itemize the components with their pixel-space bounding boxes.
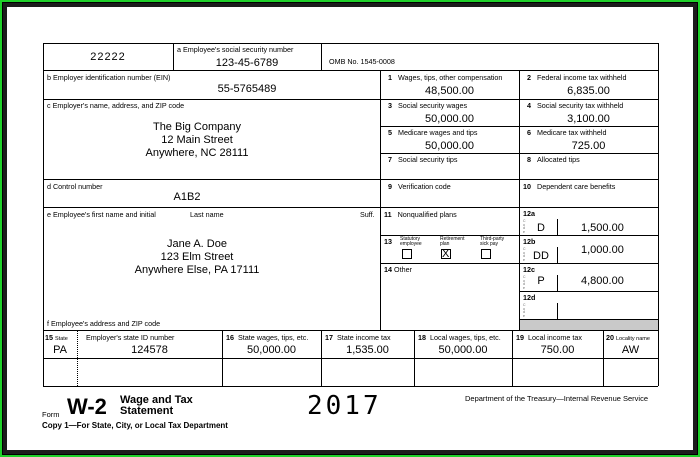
box-10-label [523, 183, 615, 191]
box-e-suff-label: Suff. [360, 210, 375, 219]
code-side-12a: C o d e [523, 219, 526, 234]
wages-value: 48,500.00 [425, 85, 474, 97]
box-16-text: State wages, tips, etc. [238, 333, 309, 342]
third-party-checkbox[interactable] [481, 249, 491, 259]
local-tax-value: 750.00 [540, 344, 575, 356]
box-17-text: State income tax [337, 333, 391, 342]
rule [557, 303, 558, 319]
rule [43, 70, 658, 71]
locality-value: AW [621, 344, 640, 356]
statutory-employee-checkbox[interactable] [402, 249, 412, 259]
box-14-number: 14 [384, 265, 392, 274]
rule [321, 43, 322, 70]
employee-ssn: 123-45-6789 [215, 57, 279, 69]
box-12b-label: 12b [523, 237, 536, 246]
box-12a-label: 12a [523, 209, 535, 218]
box-3-text: Social security wages [398, 101, 468, 110]
local-wages-value: 50,000.00 [438, 344, 488, 356]
box-18-text: Local wages, tips, etc. [430, 333, 501, 342]
rule [519, 235, 658, 236]
rule [43, 99, 380, 100]
rule [519, 291, 658, 292]
box-15-number: 15 [45, 333, 53, 342]
ss-tax-value: 3,100.00 [567, 113, 610, 125]
box-4-label [527, 102, 623, 110]
box-19-text: Local income tax [528, 333, 582, 342]
rule [43, 386, 658, 387]
code-side-12b: C o d e [523, 247, 526, 262]
department-text: Department of the Treasury—Internal Revenue Service [465, 394, 649, 403]
box-20-text: Locality name [616, 336, 650, 342]
state-value: PA [53, 344, 67, 356]
box-9-label [388, 183, 451, 191]
statutory-employee-label: Statutory employee [400, 236, 422, 247]
rule [380, 179, 658, 180]
rule [380, 207, 658, 208]
rule [43, 43, 658, 44]
box-3-number: 3 [388, 101, 392, 110]
employee-street: 123 Elm Street [160, 251, 234, 263]
ss-wages-value: 50,000.00 [425, 113, 474, 125]
box-15-text: State [55, 336, 68, 342]
rule [43, 330, 44, 386]
box-1-label [388, 74, 502, 82]
third-party-label: Third-party sick pay [480, 236, 505, 247]
rule [557, 247, 558, 263]
box-14-label [384, 266, 412, 274]
box-4-text: Social security tax withheld [537, 101, 624, 110]
box-7-text: Social security tips [398, 155, 458, 164]
box-12d-label: 12d [523, 293, 536, 302]
rule [380, 70, 381, 330]
box-12a-amount: 1,500.00 [581, 222, 624, 234]
box-8-number: 8 [527, 155, 531, 164]
rule [43, 179, 380, 180]
box-2-number: 2 [527, 73, 531, 82]
box-12c-code: P [537, 275, 545, 287]
copy-text: Copy 1—For State, City, or Local Tax Department [42, 421, 228, 430]
state-id-value: 124578 [131, 344, 168, 356]
box-10-number: 10 [523, 182, 531, 191]
box-16-label [226, 334, 308, 342]
box-5-label [388, 129, 478, 137]
rule [222, 330, 223, 386]
box-2-text: Federal income tax withheld [537, 73, 627, 82]
rule [43, 330, 658, 331]
medicare-tax-value: 725.00 [571, 140, 606, 152]
box-b-label: b Employer identification number (EIN) [47, 73, 171, 82]
box-e-last-label: Last name [190, 210, 224, 219]
box-d-label: d Control number [47, 182, 103, 191]
box-12b-amount: 1,000.00 [581, 244, 624, 256]
w2-form-page [7, 7, 693, 450]
box-a-label: a Employee's social security number [177, 45, 294, 54]
box-e-label: e Employee's first name and initial [47, 210, 156, 219]
box-15-label [45, 334, 68, 343]
rule [321, 330, 322, 386]
control-number: A1B2 [173, 191, 201, 203]
shaded-area [520, 320, 658, 330]
medicare-wages-value: 50,000.00 [425, 140, 474, 152]
rule [43, 207, 380, 208]
box-5-text: Medicare wages and tips [398, 128, 478, 137]
federal-tax-value: 6,835.00 [567, 85, 610, 97]
box-12b-code: DD [533, 250, 549, 262]
state-tax-value: 1,535.00 [346, 344, 389, 356]
box-14-text: Other [394, 265, 412, 274]
box-12a-code: D [537, 222, 545, 234]
box-9-text: Verification code [398, 182, 451, 191]
employer-street: 12 Main Street [161, 134, 233, 146]
box-11-number: 11 [384, 210, 392, 219]
box-4-number: 4 [527, 101, 531, 110]
title-line-2: Statement [120, 405, 174, 417]
rule [557, 275, 558, 291]
box-c-label: c Employer's name, address, and ZIP code [47, 101, 185, 110]
form-word: Form [42, 410, 60, 419]
box-19-number: 19 [516, 333, 524, 342]
employee-city: Anywhere Else, PA 17111 [134, 264, 260, 276]
box-1-number: 1 [388, 73, 392, 82]
box-19-label [516, 334, 582, 342]
employer-state-id-label: Employer's state ID number [86, 333, 175, 342]
box-11-text: Nonqualified plans [397, 210, 457, 219]
box-6-number: 6 [527, 128, 531, 137]
box-17-number: 17 [325, 333, 333, 342]
box-3-label [388, 102, 467, 110]
rule [380, 153, 658, 154]
rule [43, 70, 44, 330]
rule [380, 99, 658, 100]
box-11-label [384, 211, 457, 219]
w2-form [7, 7, 693, 450]
box-2-label [527, 74, 627, 82]
box-18-number: 18 [418, 333, 426, 342]
image-frame [2, 2, 698, 455]
code-side-12d: C o d e [523, 303, 526, 318]
title-line-1: Wage and Tax [120, 394, 193, 406]
box-8-label [527, 156, 580, 164]
box-6-label [527, 129, 607, 137]
employer-city: Anywhere, NC 28111 [145, 147, 249, 159]
rule [519, 263, 658, 264]
retirement-plan-label: Retirement plan [440, 236, 465, 247]
rule [658, 43, 659, 386]
box-17-label [325, 334, 391, 342]
rule [603, 330, 604, 386]
box-5-number: 5 [388, 128, 392, 137]
rule [77, 330, 78, 386]
form-name: W-2 [67, 394, 107, 419]
box-12c-label: 12c [523, 265, 535, 274]
box-12c-amount: 4,800.00 [581, 275, 624, 287]
box-8-text: Allocated tips [537, 155, 580, 164]
rule [557, 219, 558, 235]
rule [380, 126, 658, 127]
box-f-label: f Employee's address and ZIP code [47, 319, 161, 328]
rule [512, 330, 513, 386]
rule [414, 330, 415, 386]
box-13-number: 13 [384, 237, 392, 246]
box-6-text: Medicare tax withheld [537, 128, 607, 137]
retirement-plan-mark: X [442, 248, 450, 260]
box-7-label [388, 156, 458, 164]
code-side-12c: C o d e [523, 275, 526, 290]
box-20-number: 20 [606, 333, 614, 342]
rule [380, 263, 519, 264]
control-code: 22222 [90, 51, 126, 63]
box-1-text: Wages, tips, other compensation [398, 73, 503, 82]
box-20-label [606, 334, 650, 343]
box-16-number: 16 [226, 333, 234, 342]
state-wages-value: 50,000.00 [247, 344, 296, 356]
omb-number: OMB No. 1545-0008 [329, 57, 395, 66]
employer-ein: 55-5765489 [217, 83, 277, 95]
employer-name: The Big Company [152, 121, 242, 133]
rule [43, 358, 658, 359]
box-7-number: 7 [388, 155, 392, 164]
box-10-text: Dependent care benefits [537, 182, 616, 191]
tax-year: 2017 [307, 391, 382, 421]
box-18-label [418, 334, 501, 342]
box-9-number: 9 [388, 182, 392, 191]
employee-name: Jane A. Doe [167, 238, 227, 250]
